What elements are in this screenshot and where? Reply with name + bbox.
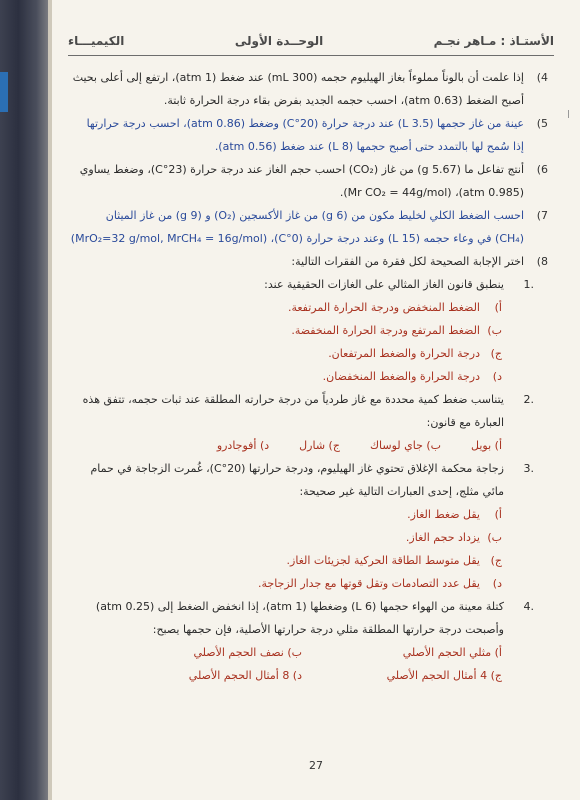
sub-number: .3 — [523, 462, 534, 475]
unit-title: الوحــدة الأولى — [234, 34, 324, 48]
question-4 — [64, 66, 548, 112]
question-5 — [64, 112, 548, 158]
question-text: عينة من غاز حجمها (3.5 L) عند درجة حرارة (20°C) وضغط (0.86 atm)، احسب درجة حرارتها — [86, 117, 524, 130]
option[interactable]: ب) جاي لوساك — [369, 439, 442, 452]
sub-stem: العبارة مع قانون: — [426, 416, 504, 429]
question-text: أصبح الضغط (0.63 atm)، احسب حجمه الجديد بفرض بقاء درجة الحرارة ثابتة. — [163, 94, 524, 107]
question-text: أنتج تفاعل ما (5.67 g) من غاز (CO₂) احسب حجم الغاز عند درجة حرارة (23°C)، وضغط يساوي — [79, 163, 524, 176]
teacher-name: الأستـاذ : مـاهر نجـم — [433, 34, 554, 48]
question-number: 8) — [536, 255, 548, 268]
option[interactable]: أ) يقل ضغط الغاز. — [407, 508, 502, 521]
question-number: 5) — [536, 117, 548, 130]
document-page — [52, 0, 580, 800]
sub-question-1 — [64, 273, 548, 296]
option[interactable]: د) 8 أمثال الحجم الأصلي — [188, 669, 302, 682]
question-7 — [64, 204, 548, 250]
question-number: 7) — [536, 209, 548, 222]
option[interactable]: ج) 4 أمثال الحجم الأصلي — [386, 669, 502, 682]
sub-question-3 — [64, 457, 548, 503]
option[interactable]: ج) شارل — [299, 439, 340, 452]
question-8 — [64, 250, 548, 273]
sub-stem: ينطبق قانون الغاز المثالي على الغازات الحقيقية عند: — [264, 278, 504, 291]
question-number: 6) — [536, 163, 548, 176]
question-text: إذا علمت أن بالوناً مملوءاً بغاز الهيليوم حجمه (300 mL) عند ضغط (1 atm)، ارتفع إلى أعلى بحيث — [72, 71, 524, 84]
sub-stem: مائي مثلج، إحدى العبارات التالية غير صحيحة: — [299, 485, 504, 498]
book-binding — [0, 0, 52, 800]
option[interactable]: د) أفوجادرو — [216, 439, 270, 452]
margin-mark — [568, 110, 574, 118]
question-title: اختر الإجابة الصحيحة لكل فقرة من الفقرات التالية: — [291, 255, 524, 268]
binding-tab — [0, 72, 8, 112]
question-text: (0.985 atm)، (Mr CO₂ = 44g/mol). — [339, 186, 524, 199]
options-row — [64, 434, 548, 457]
option[interactable]: ب) الضغط المرتفع ودرجة الحرارة المنخفضة. — [291, 324, 502, 337]
question-text: احسب الضغط الكلي لخليط مكون من (6 g) من غاز الأكسجين (O₂) و (9 g) من غاز الميثان — [105, 209, 524, 222]
option[interactable]: د) درجة الحرارة والضغط المنخفضان. — [322, 370, 502, 383]
option[interactable]: ج) درجة الحرارة والضغط المرتفعان. — [328, 347, 502, 360]
option[interactable]: أ) بويل — [471, 439, 502, 452]
sub-stem: زجاجة محكمة الإغلاق تحتوي غاز الهيليوم، ودرجة حرارتها (20°C)، غُمرت الزجاجة في حمام — [90, 462, 504, 475]
option[interactable]: ب) نصف الحجم الأصلي — [193, 646, 302, 659]
sub-stem: كتلة معينة من الهواء حجمها (6 L) وضغطها (1 atm)، إذا انخفض الضغط إلى (0.25 atm) — [95, 600, 504, 613]
sub-question-4 — [64, 595, 548, 641]
sub-number: .2 — [523, 393, 534, 406]
page-number: 27 — [309, 759, 323, 772]
option[interactable]: أ) مثلي الحجم الأصلي — [402, 646, 502, 659]
question-number: 4) — [536, 71, 548, 84]
option[interactable]: د) يقل عدد التصادمات وتقل قوتها مع جدار الزجاجة. — [258, 577, 502, 590]
option[interactable]: ج) يقل متوسط الطاقة الحركية لجزيئات الغاز. — [286, 554, 502, 567]
sub-number: .1 — [523, 278, 534, 291]
page-content — [64, 66, 548, 687]
question-text: إذا سُمح لها بالتمدد حتى أصبح حجمها (8 L) عند ضغط (0.56 atm). — [214, 140, 524, 153]
option[interactable]: أ) الضغط المنخفض ودرجة الحرارة المرتفعة. — [287, 301, 502, 314]
sub-number: .4 — [523, 600, 534, 613]
page-header — [68, 30, 554, 56]
subject-title: الكيميـــاء — [68, 34, 125, 48]
sub-question-2 — [64, 388, 548, 434]
option[interactable]: ب) يزداد حجم الغاز. — [405, 531, 502, 544]
sub-stem: وأصبحت درجة حرارتها المطلقة مثلي درجة حرارتها الأصلية، فإن حجمها يصبح: — [152, 623, 504, 636]
question-text: (CH₄) في وعاء حجمه (15 L) وعند درجة حرارة (0°C)، (MrO₂=32 g/mol, MrCH₄ = 16g/mol) — [70, 232, 524, 245]
sub-stem: يتناسب ضغط كمية محددة مع غاز طردياً من درجة حرارته المطلقة عند ثبات حجمه، تتفق هذه — [82, 393, 504, 406]
options-grid — [64, 641, 548, 687]
question-6 — [64, 158, 548, 204]
